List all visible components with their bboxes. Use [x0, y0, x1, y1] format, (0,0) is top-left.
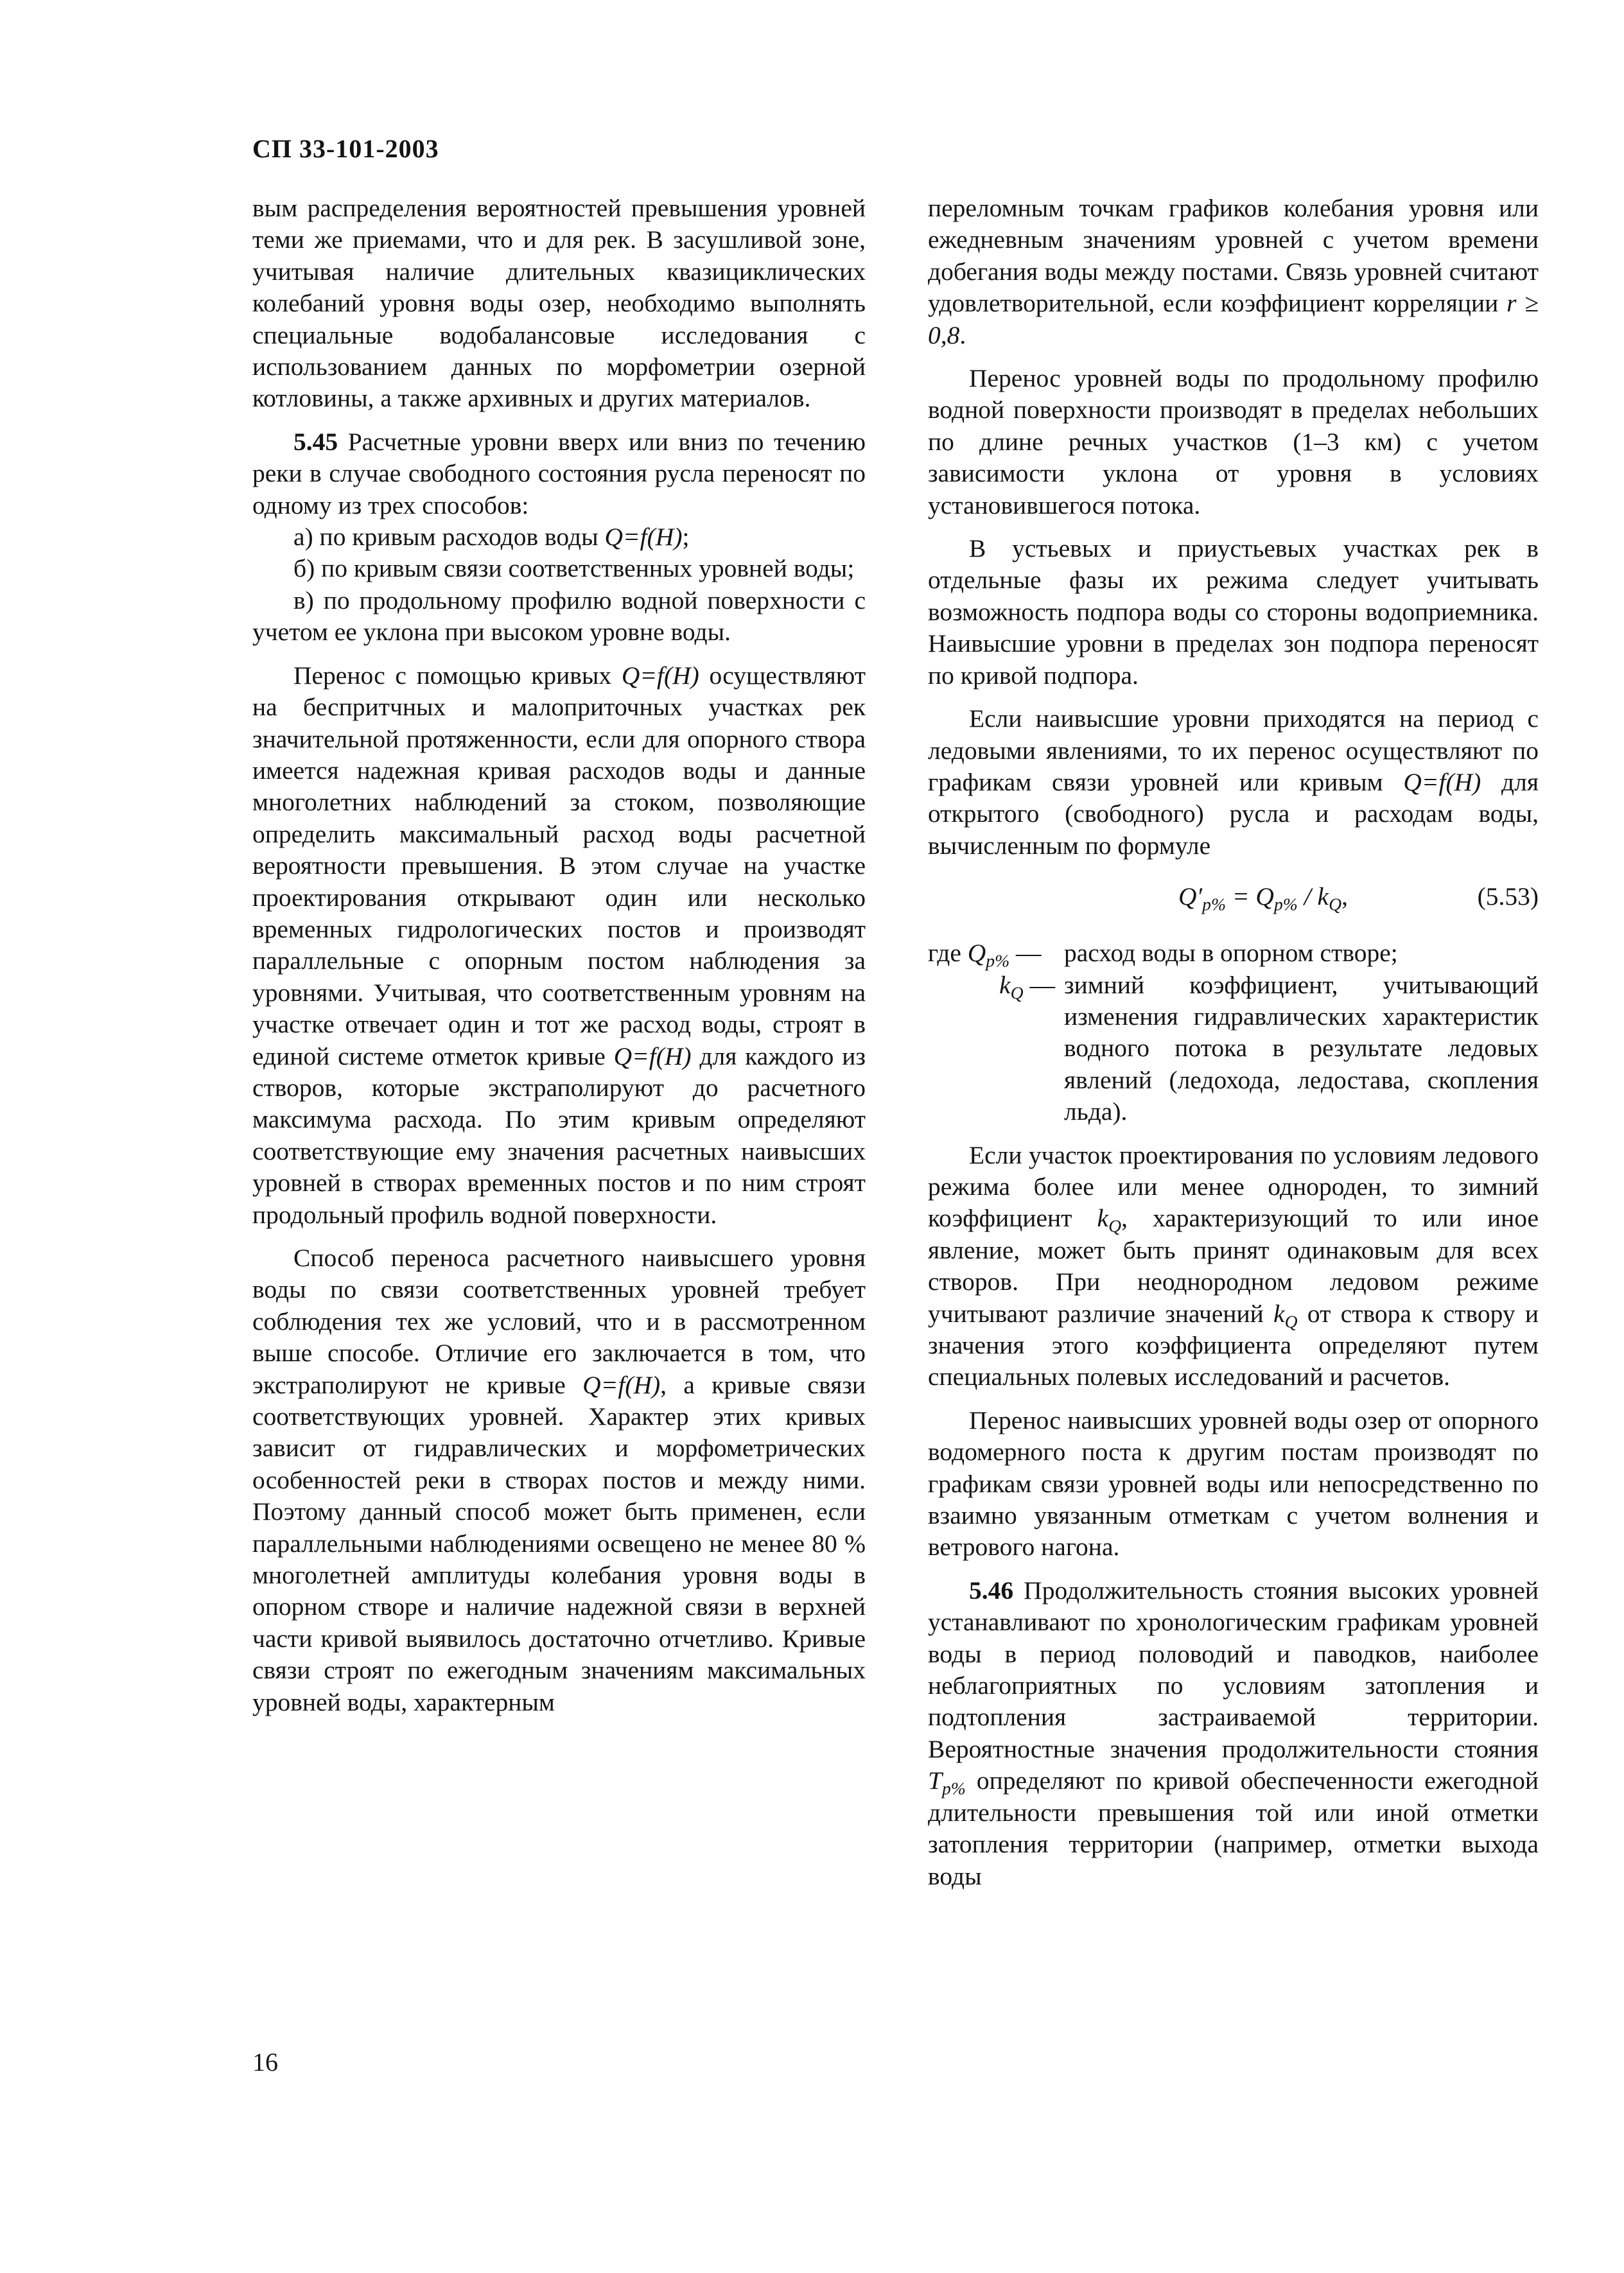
formula-symbol: , [1341, 882, 1348, 911]
paragraph-text: . [959, 320, 966, 349]
legend-text: зимний коэффициент, учитывающий изменения гидравлических характеристик водного потока в результате ледовых явлений (ледохода, ледостава, скопления льда). [1064, 970, 1539, 1126]
formula-inline: Q=f(H) [613, 1041, 692, 1070]
section-number: 5.46 [969, 1576, 1014, 1605]
legend-var: Q [967, 939, 986, 968]
formula-symbol: = Q [1226, 882, 1274, 911]
paragraph-text: Если участок проектирования по условиям ледового режима более или менее однороден, то зимний коэффициент [928, 1140, 1539, 1233]
paragraph-lakes: Перенос наивысших уровней воды озер от опорного водомерного поста к другим постам производят по графикам связи уровней воды или непосредственно по взаимно увязанным отметкам с учетом волнения и ветрового нагона. [928, 1406, 1539, 1562]
legend-var: k [999, 970, 1011, 999]
paragraph-text: от створа к створу и значения этого коэффициента определяют путем специальных полевых исследований и расчетов. [928, 1299, 1539, 1391]
list-item-a [252, 521, 866, 553]
item-text: ; [682, 523, 690, 552]
list-item-b: б) по кривым связи соответственных уровней воды; [293, 554, 855, 583]
document-code-header: СП 33-101-2003 [252, 134, 439, 163]
paragraph-text: Способ переноса расчетного наивысшего уровня воды по связи соответственных уровней требует соблюдения тех же условий, что и в рассмотренном выше способе. Отличие его заключается в том, что экстраполируют не кривые [252, 1244, 866, 1399]
paragraph-text: определяют по кривой обеспеченности ежегодной длительности превышения той или иной отметки затопления территории (например, отметки выхода воды [928, 1766, 1539, 1890]
formula-inline: Q=f(H) [621, 661, 699, 690]
legend-dash: — [1023, 970, 1055, 999]
paragraph-profile-transfer: Перенос уровней воды по продольному профилю водной поверхности производят в пределах небольших по длине речных участков (1–3 км) с учетом зависимости уклона от уровня в условиях установившегося потока. [928, 364, 1539, 519]
formula-inline: Q=f(H) [1403, 767, 1481, 796]
page-number: 16 [252, 2048, 278, 2077]
formula-inline: Q=f(H) [604, 523, 683, 552]
formula-inline: k [1097, 1204, 1109, 1233]
paragraph-5-45 [252, 426, 866, 521]
legend-sub: р% [986, 950, 1010, 971]
paragraph-winter-coefficient [928, 1140, 1539, 1393]
formula-inline: Q=f(H) [582, 1370, 661, 1399]
paragraph-method-levels [252, 1242, 866, 1718]
paragraph-text: , характеризующий то или иное явление, может быть принят одинаковым для всех створов. При неоднородном ледовом режиме учитывают различие значений [928, 1204, 1539, 1328]
paragraph-text: Перенос с помощью кривых [293, 661, 622, 690]
paragraph-estuary: В устьевых и приустьевых участках рек в отдельные фазы их режима следует учитывать возможность подпора воды со стороны водоприемника. Наивысшие уровни в пределах зон подпора переносят по кривой подпора. [928, 534, 1539, 690]
formula-legend [928, 937, 1539, 1128]
paragraph-text: для открытого (свободного) русла и расходам воды, вычисленным по формуле [928, 767, 1539, 860]
formula-subscript: Q [1108, 1215, 1122, 1236]
paragraph-text: , а кривые связи соответствующих уровней. Характер этих кривых зависит от гидравлических и морфометрических особенностей реки в створах постов и между ними. Поэтому данный способ может быть применен, если параллельными наблюдениями освещено не менее 80 % многолетней амплитуды колебания уровня воды в опорном створе и наличие надежной связи в верхней части кривой выявилось достаточно отчетливо. Кривые связи строят по ежегодным значениям максимальных уровней воды, характерным [252, 1370, 866, 1716]
paragraph-text: переломным точкам графиков колебания уровня или ежедневным значениям уровней с учетом времени добегания воды между постами. Связь уровней считают удовлетворительной, если коэффициент корреляции [928, 194, 1539, 318]
paragraph-continued: вым распределения вероятностей превышения уровней теми же приемами, что и для рек. В засушливой зоне, учитывая наличие длительных квазициклических колебаний уровня воды озер, необходимо выполнять специальные водобалансовые исследования с использованием данных по морфометрии озерной котловины, а также архивных и других материалов. [252, 194, 866, 413]
list-item-c: в) по продольному профилю водной поверхности с учетом ее уклона при высоком уровне воды. [252, 586, 866, 647]
formula-symbol: Q′ [1178, 882, 1203, 911]
section-number: 5.45 [293, 427, 338, 456]
legend-row [928, 937, 1539, 969]
paragraph-transfer-curves [252, 660, 866, 1231]
paragraph-text: для каждого из створов, которые экстраполируют до расчетного максимума расхода. По этим кривым определяют соответствующие ему значения расчетных наивысших уровней в створах временных постов и по ним строят продольный профиль водной поверхности. [252, 1041, 866, 1229]
formula-subscript: Q [1329, 894, 1342, 914]
paragraph-text: осуществляют на беспритчных и малоприточных участках рек значительной протяженности, если для опорного створа имеется надежная кривая расходов воды и данные многолетних наблюдений за стоком, позволяющие определить максимальный расход воды расчетной вероятности превышения. В этом случае на участке проектирования открывают один или несколько временных гидрологических постов и производят параллельные с опорным постом наблюдения за уровнями. Учитывая, что соответственным уровням на участке отвечает один и тот же расход воды, строят в единой системе отметок кривые [252, 661, 866, 1070]
item-text: а) по кривым расходов воды [293, 523, 605, 552]
paragraph-ice-phenomena [928, 703, 1539, 862]
paragraph-text: Расчетные уровни вверх или вниз по течению реки в случае свободного состояния русла переносят по одному из трех способов: [252, 427, 866, 519]
paragraph-text: Продолжительность стояния высоких уровней устанавливают по хронологическим графикам уровней воды в период половодий и паводков, наиболее неблагоприятных по условиям затопления и подтопления застраиваемой территории. Вероятностные значения продолжительности стояния [928, 1576, 1539, 1763]
legend-dash: — [1009, 939, 1042, 968]
legend-row [928, 970, 1539, 1128]
formula-symbol: / k [1297, 882, 1329, 911]
left-column [252, 193, 866, 1718]
paragraph-continued [928, 193, 1539, 351]
legend-symbol [928, 970, 1064, 1128]
right-column [928, 193, 1539, 1892]
formula-subscript: Q [1284, 1311, 1298, 1331]
formula-inline: k [1273, 1299, 1285, 1328]
formula-subscript: р% [1273, 894, 1298, 914]
legend-text: расход воды в опорном створе; [1064, 939, 1398, 968]
formula-inline: r ≥ 0,8 [928, 289, 1539, 349]
legend-word: где [928, 939, 968, 968]
paragraph-text: Если наивысшие уровни приходятся на период с ледовыми явлениями, то их перенос осуществляют по графикам связи уровней или кривым [928, 704, 1539, 796]
legend-sub: Q [1010, 982, 1024, 1002]
formula-subscript: р% [1202, 894, 1227, 914]
formula-subscript: р% [941, 1778, 966, 1798]
formula-number: (5.53) [1477, 882, 1539, 911]
formula-5-53 [928, 871, 1539, 926]
paragraph-5-46 [928, 1575, 1539, 1892]
formula-expression [1178, 881, 1348, 912]
legend-symbol [928, 937, 1064, 969]
formula-inline: T [928, 1766, 942, 1795]
